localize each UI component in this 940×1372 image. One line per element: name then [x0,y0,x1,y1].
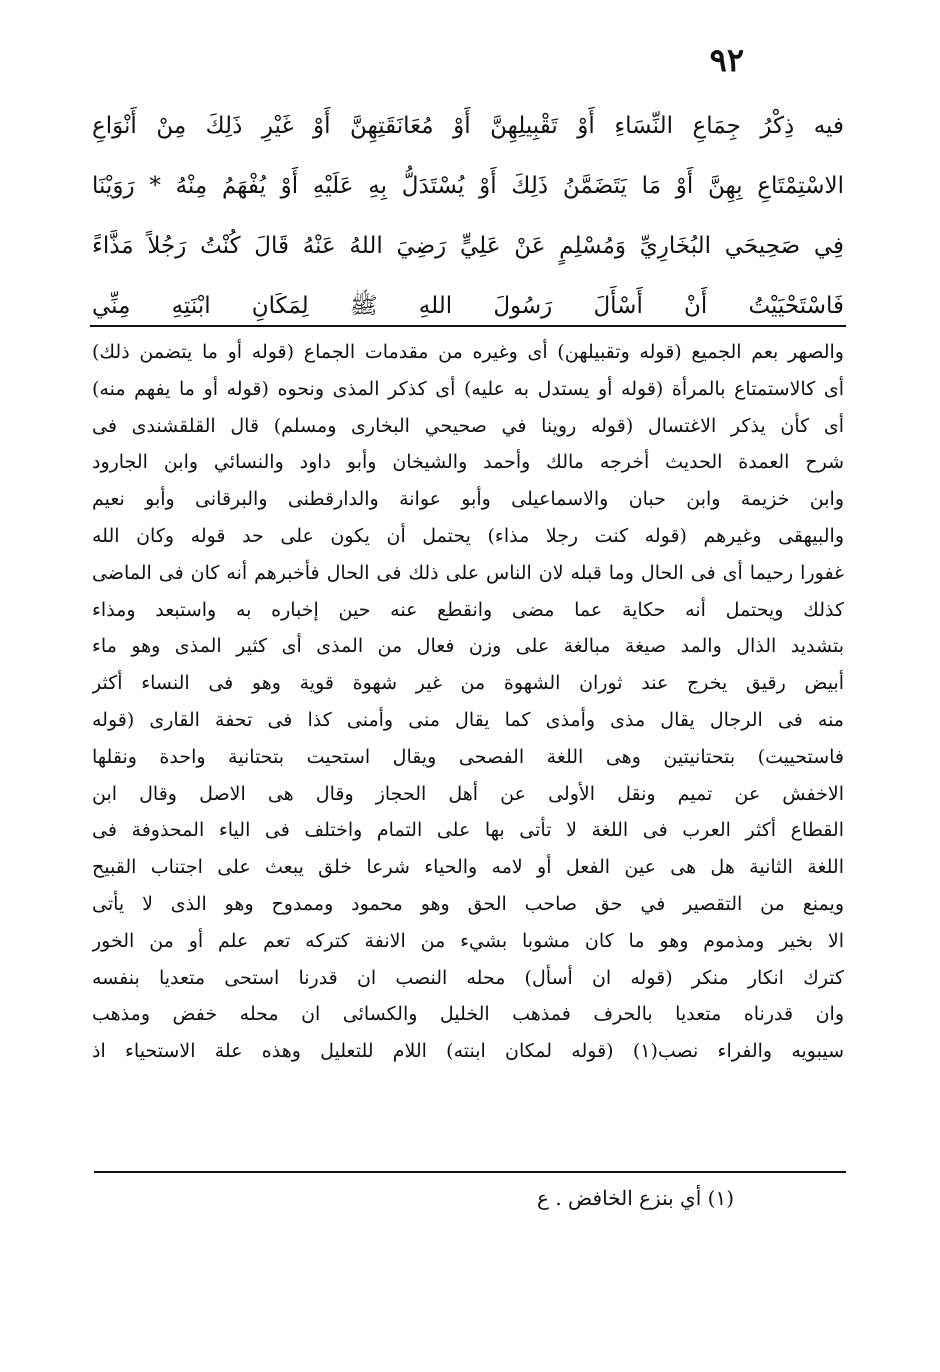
commentary-line: والبيهقى وغيرهم (قوله كنت رجلا مذاء) يحتمل أن يكون على حد قوله وكان الله [92,524,844,547]
main-text-line: فيه ذِكْرُ جِمَاعِ النِّسَاءِ أَوْ تَقْبِيلِهِنَّ أَوْ مُعَانَقَتِهِنَّ أَوْ غَيْرِ ذَلِكَ مِنْ أَنْوَاعِ [92,113,844,139]
commentary-line: أى كالاستمتاع بالمرأة (قوله أو يستدل به عليه) أى كذكر المذى ونحوه (قوله أو ما يفهم منه) [92,377,844,400]
commentary-line: القطاع أكثر العرب فى اللغة لا تأتى بها على التمام واختلف فى الياء المحذوفة فى [92,819,844,842]
commentary-line: اللغة الثانية هل هى عين الفعل أو لامه والحياء شرعا خلق يبعث على اجتناب القبيح [92,856,844,879]
commentary-line: كترك انكار منكر (قوله ان أسأل) محله النصب ان قدرنا استحى متعديا بنفسه [92,966,844,989]
commentary-line: غفورا رحيما أى فى الحال وما قبله لان الناس على ذلك فى الحال فأخبرهم أنه كان فى الماضى [92,561,844,584]
commentary-line: وابن خزيمة وابن حبان والاسماعيلى وأبو عوانة والدارقطنى والبرقانى وأبو نعيم [92,488,844,511]
commentary-line: فاستحييت) بتحتانيتين وهى اللغة الفصحى ويقال استحيت بتحتانية واحدة ونقلها [92,745,844,768]
commentary-line: الاخفش عن تميم ونقل الأولى عن أهل الحجاز وقال هى الاصل وقال ابن [92,782,844,805]
commentary-line: أبيض رقيق يخرج عند ثوران الشهوة من غير شهوة قوية وهو فى النساء أكثر [92,672,844,695]
main-text-line: فِي صَحِيحَي البُخَارِيِّ وَمُسْلِمٍ عَنْ عَلِيٍّ رَضِيَ اللهُ عَنْهُ قَالَ كُنْتُ رَجُلاً مَذَّاءً [92,233,844,259]
footnote: (١) أي بنزع الخافض . ع [537,1186,734,1210]
commentary-line: منه فى الرجال يقال مذى وأمذى كما يقال منى وأمنى كذا فى تحفة القارى (قوله [92,708,844,731]
main-text [92,96,844,336]
commentary-line: بتشديد الذال والمد صيغة مبالغة على وزن فعال من المذى أى كثير المذى وهو ماء [92,635,844,658]
commentary-line: والصهر بعم الجميع (قوله وتقبيلهن) أى وغيره من مقدمات الجماع (قوله أو ما يتضمن ذلك) [92,341,844,363]
commentary-line: ويمنع من التقصير في حق صاحب الحق وهو محمود وممدوح وهو الذى لا يأتى [92,892,844,915]
page-number: ٩٢ [709,41,744,79]
commentary-line: شرح العمدة الحديث أخرجه مالك وأحمد والشيخان وأبو داود والنسائي وابن الجارود [92,451,844,474]
commentary-text [92,334,844,1070]
footnote-divider [94,1171,846,1173]
main-text-line: الاسْتِمْتَاعِ بِهِنَّ أَوْ مَا يَتَضَمَّنُ ذَلِكَ أَوْ يُسْتَدَلُّ بِهِ عَلَيْهِ أَوْ يُفْهَمُ مِنْهُ * رَوَيْنَا [92,173,844,199]
commentary-line: سيبويه والفراء نصب(١) (قوله لمكان ابنته) اللام للتعليل وهذه علة الاستحياء اذ [92,1040,844,1063]
main-text-divider [90,325,846,327]
main-text-line: فَاسْتَحْيَيْتُ أَنْ أَسْأَلَ رَسُولَ اللهِ ﷺ لِمَكَانِ ابْنَتِهِ مِنِّي [92,293,844,319]
commentary-line: أى كأن يذكر الاغتسال (قوله روينا في صحيحي البخارى ومسلم) قال القلقشندى فى [92,414,844,437]
commentary-line: كذلك ويحتمل أنه حكاية عما مضى وانقطع عنه حين إخباره به واستبعد ومذاء [92,598,844,621]
commentary-line: وان قدرناه متعديا بالحرف فمذهب الخليل والكسائى ان محله خفض ومذهب [92,1003,844,1026]
commentary-line: الا بخير ومذموم وهو ما كان مشوبا بشيء من الانفة كتركه تعم علم أو من الخور [92,929,844,952]
